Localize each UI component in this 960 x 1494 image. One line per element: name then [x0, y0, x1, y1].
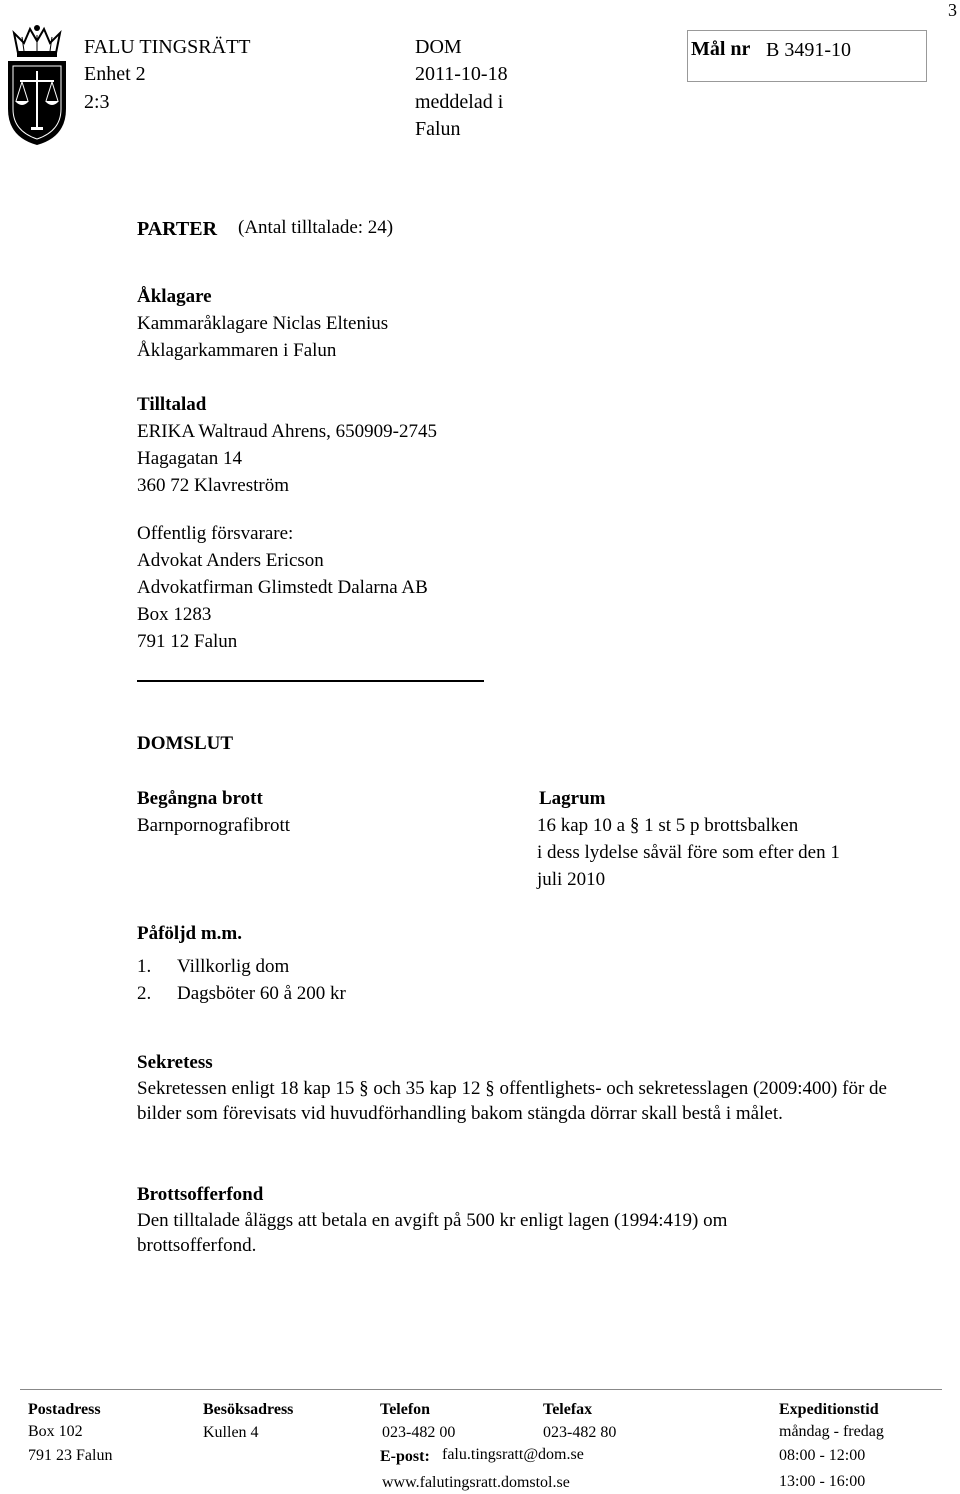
prosecutor-line: Åklagarkammaren i Falun	[137, 340, 337, 361]
crime-item: Barnpornografibrott	[137, 815, 291, 836]
secrecy-text: Sekretessen enligt 18 kap 15 § och 35 kap 12 § offentlighets- och sekretesslagen (2009:400) för de bilder som förevisats vid huvudförhandling bakom stängda dörrar skall bestå i målet.	[137, 1078, 887, 1124]
victim-fund-text: Den tilltalade åläggs att betala en avgift på 500 kr enligt lagen (1994:419) om brottsofferfond.	[137, 1210, 728, 1256]
crimes-block	[137, 785, 290, 839]
law-line: i dess lydelse såväl före som efter den 1	[537, 842, 840, 863]
prosecutor-block	[137, 283, 388, 364]
sanction-text: Villkorlig dom	[177, 956, 290, 977]
footer-visit-line: Kullen 4	[203, 1424, 259, 1441]
counsel-line: Offentlig försvarare:	[137, 523, 294, 544]
footer-hours-days: måndag - fredag	[779, 1423, 884, 1440]
footer-divider	[20, 1389, 942, 1390]
prosecutor-heading: Åklagare	[137, 286, 212, 307]
parties-heading: PARTER	[137, 218, 218, 240]
defendant-line: 360 72 Klavreström	[137, 475, 289, 496]
delivered-city: Falun	[415, 118, 461, 140]
counsel-line: 791 12 Falun	[137, 631, 238, 652]
law-block	[537, 785, 840, 893]
defendant-heading: Tilltalad	[137, 394, 207, 415]
document-date: 2011-10-18	[415, 63, 508, 85]
footer-postal-label: Postadress	[28, 1401, 101, 1418]
footer-phone: 023-482 00	[382, 1424, 456, 1441]
counsel-block	[137, 520, 428, 655]
footer-email[interactable]: falu.tingsratt@dom.se	[442, 1446, 584, 1463]
page-number: 3	[948, 0, 957, 20]
footer-hours-line: 08:00 - 12:00	[779, 1447, 866, 1464]
swedish-coat-of-arms-icon	[4, 25, 70, 147]
secrecy-heading: Sekretess	[137, 1052, 213, 1073]
footer-email-label: E-post:	[380, 1448, 430, 1465]
footer-hours-line: 13:00 - 16:00	[779, 1473, 866, 1490]
defendant-line: ERIKA Waltraud Ahrens, 650909-2745	[137, 421, 437, 442]
victim-fund-heading: Brottsofferfond	[137, 1184, 264, 1205]
case-number-box	[687, 30, 927, 82]
counsel-line: Advokatfirman Glimstedt Dalarna AB	[137, 577, 428, 598]
footer-fax: 023-482 80	[543, 1424, 617, 1441]
sanction-number: 1.	[137, 956, 152, 977]
section-divider	[137, 680, 484, 682]
law-line: juli 2010	[537, 869, 606, 890]
footer-fax-label: Telefax	[543, 1401, 593, 1418]
case-number-label: Mål nr	[691, 38, 751, 60]
sanction-item	[137, 980, 346, 1007]
footer-hours-label: Expeditionstid	[779, 1401, 879, 1418]
law-heading: Lagrum	[539, 788, 606, 809]
footer-website[interactable]: www.falutingsratt.domstol.se	[382, 1474, 570, 1491]
law-line: 16 kap 10 a § 1 st 5 p brottsbalken	[537, 815, 799, 836]
sanctions-heading: Påföljd m.m.	[137, 923, 243, 944]
judgment-heading: DOMSLUT	[137, 733, 234, 754]
defendant-line: Hagagatan 14	[137, 448, 242, 469]
victim-fund-block	[137, 1181, 837, 1258]
delivered-label: meddelad i	[415, 91, 504, 113]
footer-postal-line: Box 102	[28, 1423, 83, 1440]
crimes-heading: Begångna brott	[137, 788, 263, 809]
secrecy-block	[137, 1049, 907, 1126]
sanctions-block	[137, 920, 346, 1007]
court-unit: Enhet 2	[84, 63, 146, 85]
defendant-block	[137, 391, 437, 499]
court-name: FALU TINGSRÄTT	[84, 36, 251, 58]
parties-count-note: (Antal tilltalade: 24)	[238, 217, 394, 238]
sanction-number: 2.	[137, 983, 152, 1004]
sanction-item	[137, 953, 346, 980]
counsel-line: Advokat Anders Ericson	[137, 550, 324, 571]
counsel-line: Box 1283	[137, 604, 212, 625]
prosecutor-line: Kammaråklagare Niclas Eltenius	[137, 313, 389, 334]
case-number: B 3491-10	[766, 39, 851, 61]
document-type: DOM	[415, 36, 462, 58]
sanction-text: Dagsböter 60 å 200 kr	[177, 983, 346, 1004]
court-unit-sub: 2:3	[84, 91, 110, 113]
footer-phone-label: Telefon	[380, 1401, 431, 1418]
footer-postal-line: 791 23 Falun	[28, 1447, 113, 1464]
footer-visit-label: Besöksadress	[203, 1401, 294, 1418]
